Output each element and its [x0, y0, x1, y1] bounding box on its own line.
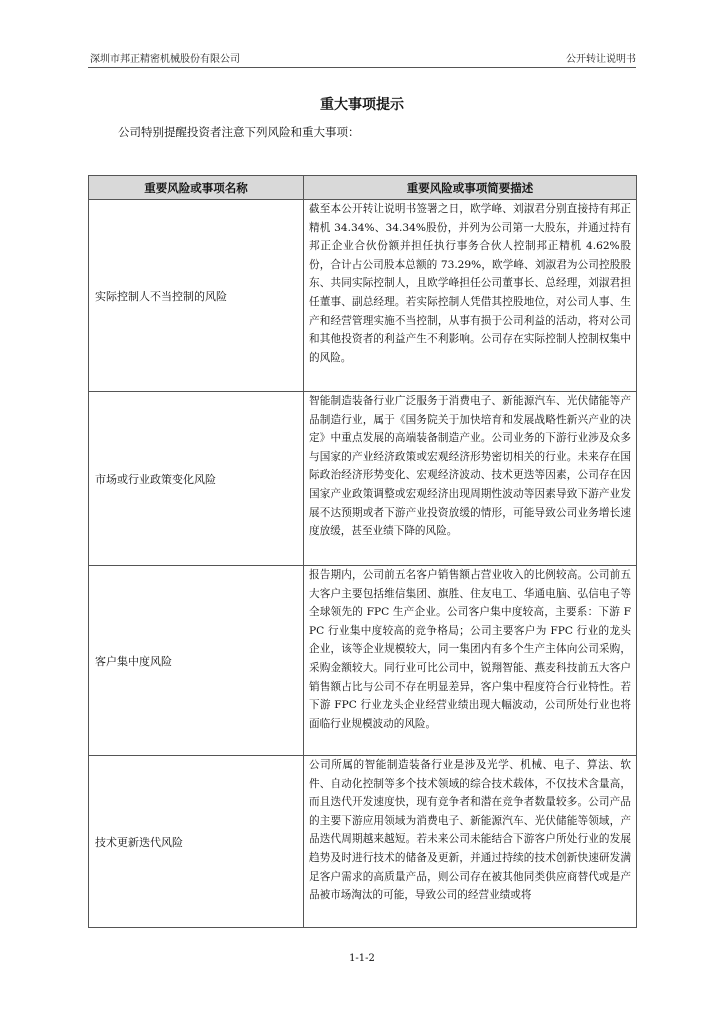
- header-document-type: 公开转让说明书: [566, 54, 636, 65]
- table-row: [89, 756, 637, 928]
- intro-text: 公司特别提醒投资者注意下列风险和重大事项：: [118, 125, 360, 139]
- risk-name-cell: 市场或行业政策变化风险: [89, 392, 304, 566]
- page-number: 1-1-2: [349, 953, 375, 964]
- page-header: [90, 50, 636, 66]
- risk-name-cell: 实际控制人不当控制的风险: [89, 200, 304, 392]
- risk-table: [88, 175, 637, 928]
- risk-name-cell: 客户集中度风险: [89, 566, 304, 756]
- table-row: [89, 200, 637, 392]
- risk-description-cell: 公司所属的智能制造装备行业是涉及光学、机械、电子、算法、软件、自动化控制等多个技术领域的综合技术载体，不仅技术含量高，而且迭代开发速度快，现有竞争者和潜在竞争者数量较多。公司产品的主要下游应用领域为消费电子、新能源汽车、光伏储能等领域，产品迭代周期越来越短。若未来公司未能结合下游客户所处行业的发展趋势及时进行技术的储备及更新，并通过持续的技术创新快速研发满足客户需求的高质量产品，则公司存在被其他同类供应商替代或是产品被市场淘汰的可能，导致公司的经营业绩或将: [304, 756, 637, 928]
- table-row: [89, 566, 637, 756]
- risk-description-cell: 报告期内，公司前五名客户销售额占营业收入的比例较高。公司前五大客户主要包括维信集团、旗胜、住友电工、华通电脑、弘信电子等全球领先的 FPC 生产企业。公司客户集中度较高，主要系：下游 FPC 行业集中度较高的竞争格局；公司主要客户为 FPC 行业的龙头企业，该等企业规模较大，同一集团内有多个生产主体向公司采购，采购金额较大。同行业可比公司中，锐翔智能、燕麦科技前五大客户销售额占比与公司不存在明显差异，客户集中程度符合行业特性。若下游 FPC 行业龙头企业经营业绩出现大幅波动，公司所处行业也将面临行业规模波动的风险。: [304, 566, 637, 756]
- header-company-name: 深圳市邦正精密机械股份有限公司: [90, 54, 240, 65]
- table-header-row: [89, 176, 637, 200]
- risk-description-cell: 截至本公开转让说明书签署之日，欧学峰、刘淑君分别直接持有邦正精机 34.34%、34.34%股份，并列为公司第一大股东，并通过持有邦正企业合伙份额并担任执行事务合伙人控制邦正精机 4.62%股份，合计占公司股本总额的 73.29%，欧学峰、刘淑君为公司控股股东、共同实际控制人，且欧学峰担任公司董事长、总经理，刘淑君担任董事、副总经理。若实际控制人凭借其控股地位，对公司人事、生产和经营管理实施不当控制，从事有损于公司利益的活动，将对公司和其他投资者的利益产生不利影响。公司存在实际控制人控制权集中的风险。: [304, 200, 637, 392]
- risk-name-cell: 技术更新迭代风险: [89, 756, 304, 928]
- column-header-risk-name: 重要风险或事项名称: [89, 176, 304, 200]
- page-title: 重大事项提示: [320, 97, 404, 113]
- column-header-risk-description: 重要风险或事项简要描述: [304, 176, 637, 200]
- header-divider: [88, 67, 636, 68]
- table-row: [89, 392, 637, 566]
- risk-description-cell: 智能制造装备行业广泛服务于消费电子、新能源汽车、光伏储能等产品制造行业，属于《国务院关于加快培育和发展战略性新兴产业的决定》中重点发展的高端装备制造产业。公司业务的下游行业涉及众多与国家的产业经济政策或宏观经济形势密切相关的行业。未来存在国际政治经济形势变化、宏观经济波动、技术更迭等因素，公司存在因国家产业政策调整或宏观经济出现周期性波动等因素导致下游产业发展不达预期或者下游产业投资放缓的情形，可能导致公司业务增长速度放缓，甚至业绩下降的风险。: [304, 392, 637, 566]
